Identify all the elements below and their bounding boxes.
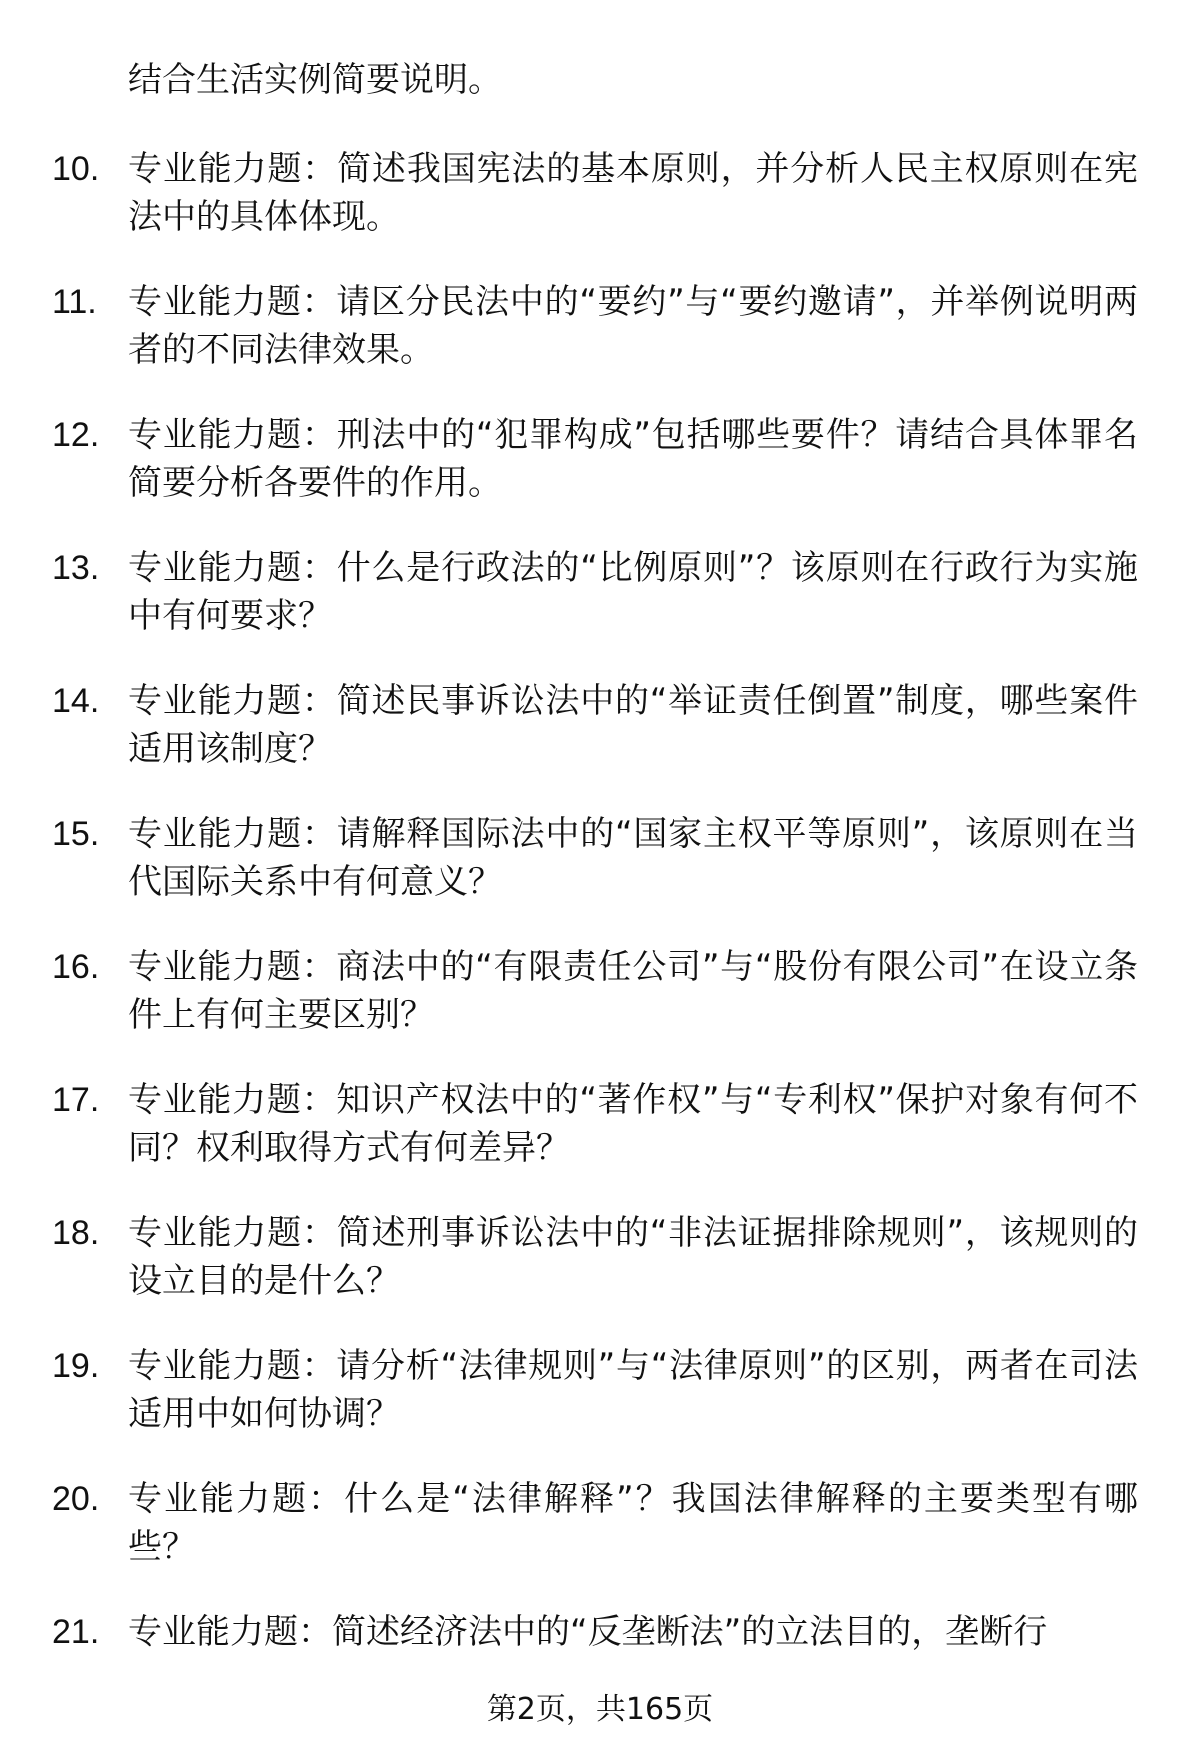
list-item <box>0 266 1200 399</box>
question-number: 12. <box>52 416 100 454</box>
question-text: 专业能力题：什么是“法律解释”？我国法律解释的主要类型有哪些？ <box>128 1479 1138 1567</box>
question-text: 专业能力题：知识产权法中的“著作权”与“专利权”保护对象有何不同？权利取得方式有何差异？ <box>128 1080 1138 1168</box>
question-text: 专业能力题：简述经济法中的“反垄断法”的立法目的，垄断行 <box>128 1612 1048 1652</box>
question-text: 专业能力题：简述民事诉讼法中的“举证责任倒置”制度，哪些案件适用该制度？ <box>128 681 1138 769</box>
list-item <box>0 798 1200 931</box>
question-number: 17. <box>52 1081 100 1119</box>
question-number: 21. <box>52 1613 100 1651</box>
question-number: 14. <box>52 682 100 720</box>
question-number: 16. <box>52 948 100 986</box>
list-item <box>0 1064 1200 1197</box>
question-number: 10. <box>52 150 100 188</box>
question-list <box>0 133 1200 1729</box>
list-item <box>0 1197 1200 1330</box>
question-text: 专业能力题：简述我国宪法的基本原则，并分析人民主权原则在宪法中的具体体现。 <box>128 149 1138 237</box>
question-text: 专业能力题：请分析“法律规则”与“法律原则”的区别，两者在司法适用中如何协调？ <box>128 1346 1138 1434</box>
list-item <box>0 133 1200 266</box>
question-text: 专业能力题：请解释国际法中的“国家主权平等原则”，该原则在当代国际关系中有何意义？ <box>128 814 1138 902</box>
question-text: 专业能力题：商法中的“有限责任公司”与“股份有限公司”在设立条件上有何主要区别？ <box>128 947 1138 1035</box>
list-item <box>0 1330 1200 1463</box>
list-item <box>0 665 1200 798</box>
list-item <box>0 931 1200 1064</box>
question-number: 18. <box>52 1214 100 1252</box>
question-text: 专业能力题：请区分民法中的“要约”与“要约邀请”，并举例说明两者的不同法律效果。 <box>128 282 1138 370</box>
question-text: 专业能力题：刑法中的“犯罪构成”包括哪些要件？请结合具体罪名简要分析各要件的作用。 <box>128 415 1138 503</box>
list-item <box>0 399 1200 532</box>
question-number: 11. <box>52 283 97 321</box>
question-text: 专业能力题：简述刑事诉讼法中的“非法证据排除规则”，该规则的设立目的是什么？ <box>128 1213 1138 1301</box>
question-number: 20. <box>52 1480 100 1518</box>
page-number-footer: 第2页，共165页 <box>486 1692 714 1727</box>
question-number: 13. <box>52 549 100 587</box>
question-number: 19. <box>52 1347 100 1385</box>
question-number: 15. <box>52 815 100 853</box>
continuation-text: 结合生活实例简要说明。 <box>128 60 502 100</box>
question-text: 专业能力题：什么是行政法的“比例原则”？该原则在行政行为实施中有何要求？ <box>128 548 1138 636</box>
list-item <box>0 532 1200 665</box>
list-item <box>0 1463 1200 1596</box>
